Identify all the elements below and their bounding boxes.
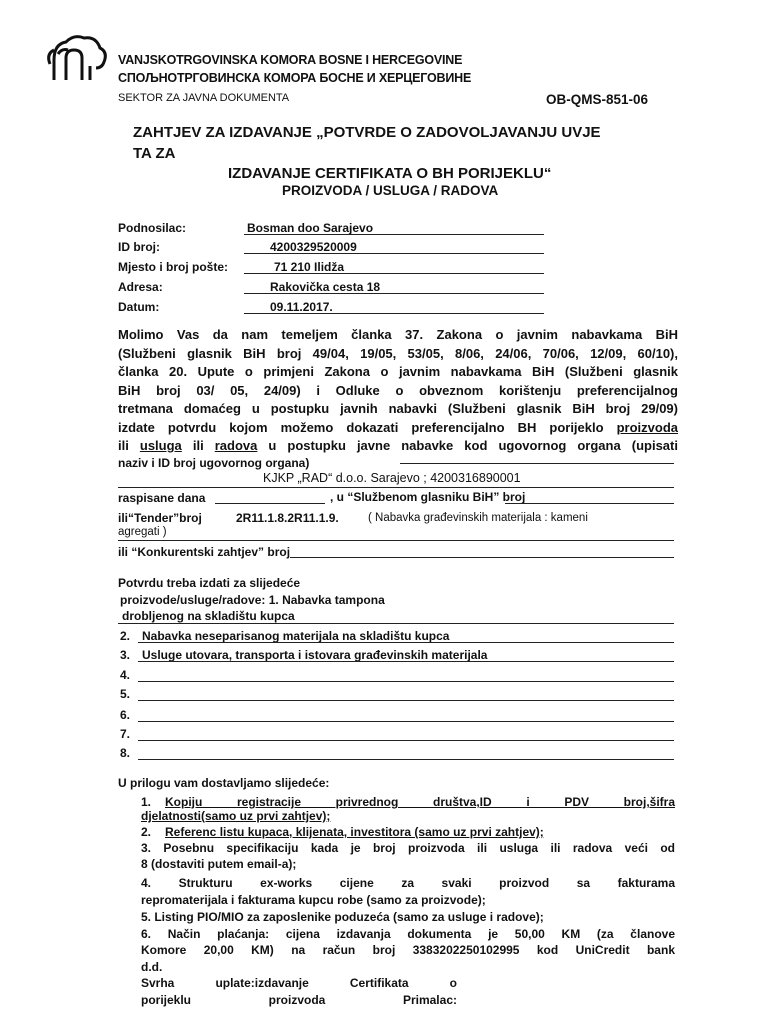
attachment-text: djelatnosti(samo uz prvi zahtjev); — [141, 809, 331, 823]
attachment-text: 3. Posebnu specifikaciju kada je broj proizvoda ili usluga ili radova veći od — [141, 841, 675, 855]
attachments-intro: U prilogu vam dostavljamo slijedeće: — [118, 776, 330, 790]
attachment-number: 2. — [141, 825, 152, 839]
field-value-mjesto: 71 210 Ilidža — [274, 260, 345, 274]
title-line-2: TA ZA — [133, 145, 176, 162]
attachment-number: 1. — [141, 795, 152, 809]
field-value-podnosilac: Bosman doo Sarajevo — [247, 221, 374, 235]
attachment-text: 5. Listing PIO/MIO za zaposlenike poduzeća (samo za usluge i radove); — [141, 910, 544, 924]
attachment-text: 4. Strukturu ex-works cijene za svaki proizvod sa fakturama — [141, 876, 675, 890]
paragraph-last-line: naziv i ID broj ugovornog organa) — [118, 456, 310, 470]
raspisane-label: raspisane dana — [118, 491, 206, 505]
title-line-4: PROIZVODA / USLUGA / RADOVA — [282, 183, 499, 198]
chamber-logo-icon — [44, 30, 110, 82]
form-code: OB-QMS-851-06 — [546, 92, 649, 107]
field-label-id: ID broj: — [118, 240, 160, 254]
attachment-text: repromaterijala i fakturama kupcu robe (samo za proizvode); — [141, 893, 486, 907]
request-paragraph — [118, 326, 678, 456]
paragraph-line: ili usluga ili radova u postupku javne nabavke kod ugovornog organa (upisati — [118, 438, 678, 453]
item-1-continued: drobljenog na skladištu kupca — [122, 609, 295, 623]
title-line-1: ZAHTJEV ZA IZDAVANJE „POTVRDE O ZADOVOLJAVANJU UVJE — [133, 124, 601, 141]
contracting-organ: KJKP „RAD“ d.o.o. Sarajevo ; 4200316890001 — [263, 471, 521, 485]
tender-description-2: agregati ) — [118, 526, 167, 538]
paragraph-line: izdate potvrdu kojom možemo dokazati preferencijalno BH porijeklo proizvoda — [118, 419, 678, 435]
attachment-text: 6. Način plaćanja: cijena izdavanja dokumenta je 50,00 KM (za članove — [141, 927, 675, 941]
item-text: Nabavka neseparisanog materijala na skladištu kupca — [142, 629, 450, 643]
paragraph-line: članka 20. Upute o primjeni Zakona o javnim nabavkama BiH (Službeni glasnik — [118, 364, 678, 379]
item-number: 5. — [120, 687, 131, 701]
item-number: 4. — [120, 668, 131, 682]
paragraph-line: (Službeni glasnik BiH broj 49/04, 19/05, 53/05, 8/06, 24/06, 70/06, 12/09, 60/10), — [118, 345, 678, 361]
attachment-text: Komore 20,00 KM) na račun broj 3383202250102995 kod UniCredit bank — [141, 943, 675, 957]
attachment-text: Svrha uplate:izdavanje Certifikata o — [141, 976, 457, 990]
paragraph-line: BiH broj 03/ 05, 24/09) i Odluke o obveznom korištenju preferencijalnog — [118, 382, 678, 398]
attachment-text: d.d. — [141, 960, 163, 974]
item-number: 6. — [120, 708, 131, 722]
field-label-datum: Datum: — [118, 300, 160, 314]
field-label-mjesto: Mjesto i broj pošte: — [118, 260, 229, 274]
field-label-podnosilac: Podnosilac: — [118, 221, 187, 235]
attachment-text: Referenc listu kupaca, klijenata, investitora (samo uz prvi zahtjev); — [165, 825, 544, 839]
field-value-id: 4200329520009 — [270, 240, 357, 254]
title-line-3: IZDAVANJE CERTIFIKATA O BH PORIJEKLU“ — [228, 165, 552, 182]
tender-label: ili“Tender”broj — [118, 511, 202, 525]
item-number: 3. — [120, 648, 131, 662]
item-number: 2. — [120, 629, 131, 643]
glasnik-label: , u “Službenom glasniku BiH” broj — [330, 490, 526, 504]
field-value-datum: 09.11.2017. — [270, 300, 333, 314]
item-text: Usluge utovara, transporta i istovara građevinskih materijala — [142, 648, 488, 662]
org-name-latin: VANJSKOTRGOVINSKA KOMORA BOSNE I HERCEGOVINE — [118, 53, 463, 67]
konkurentski-label: ili “Konkurentski zahtjev” broj — [118, 545, 291, 559]
items-intro-2: proizvode/usluge/radove: 1. Nabavka tampona — [120, 593, 385, 607]
sector-name: SEKTOR ZA JAVNA DOKUMENTA — [118, 92, 290, 104]
item-number: 7. — [120, 727, 131, 741]
attachment-text: porijeklu proizvoda Primalac: — [141, 993, 457, 1007]
tender-number: 2R11.1.8.2R11.1.9. — [236, 511, 339, 525]
paragraph-line: Molimo Vas da nam temeljem članka 37. Zakona o javnim nabavkama BiH — [118, 327, 678, 342]
field-label-adresa: Adresa: — [118, 280, 163, 294]
item-number: 8. — [120, 746, 131, 760]
tender-description: ( Nabavka građevinskih materijala : kameni — [368, 512, 588, 524]
items-intro: Potvrdu treba izdati za slijedeće — [118, 576, 301, 590]
attachment-text: Kopiju registracije privrednog društva,ID i PDV broj,šifra — [165, 795, 675, 809]
field-value-adresa: Rakovička cesta 18 — [270, 280, 381, 294]
paragraph-line: tretmana domaćeg u postupku javnih nabavki (Službeni glasnik BiH broj 29/09) — [118, 401, 678, 416]
attachment-text: 8 (dostaviti putem email-a); — [141, 857, 297, 871]
org-name-cyrillic: СПОЉНОТРГОВИНСКА КОМОРА БОСНЕ И ХЕРЦЕГОВИНЕ — [118, 71, 472, 85]
